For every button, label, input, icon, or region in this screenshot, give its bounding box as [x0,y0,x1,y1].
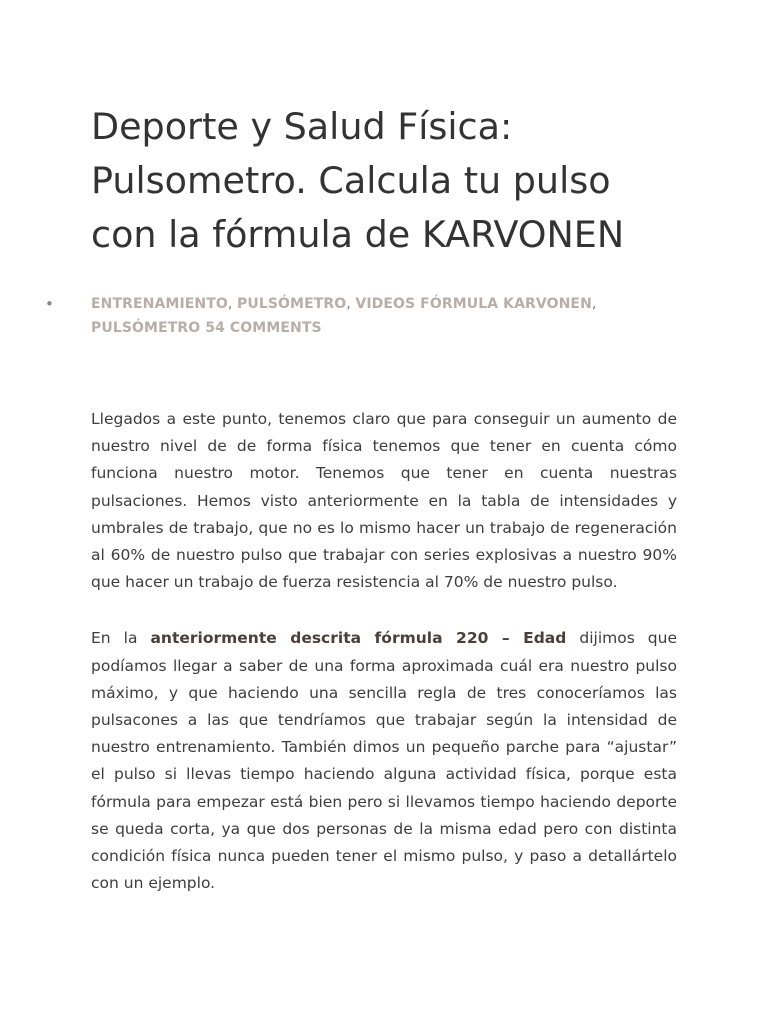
post-meta-item [45,292,677,340]
meta-separator: , [227,296,238,312]
formula-220-link[interactable]: anteriormente descrita fórmula 220 – Edad [150,629,567,648]
paragraph-2-rest: dijimos que podíamos llegar a saber de una forma aproximada cuál era nuestro pulso máximo, y que haciendo una sencilla regla de tres conoceríamos las pulsacones a las que tendríamos que trabajar según la intensidad de nuestro entrenamiento. También dimos un pequeño parche para “ajustar” el pulso si llevas tiempo haciendo alguna actividad física, porque esta fórmula para empezar está bien pero si llevamos tiempo haciendo deporte se queda corta, ya que dos personas de la misma edad pero con distinta condición física nunca pueden tener el mismo pulso, y paso a detallártelo con un ejemplo. [91,629,678,893]
meta-separator: , [591,296,597,312]
post-meta [45,292,677,340]
paragraph-2 [91,625,677,897]
meta-separator: , [346,296,356,312]
paragraph-1: Llegados a este punto, tenemos claro que para conseguir un aumento de nuestro nivel de de forma física tenemos que tener en cuenta cómo funciona nuestro motor. Tenemos que tener en cuenta nuestras pulsaciones. Hemos visto anteriormente en la tabla de intensidades y umbrales de trabajo, que no es lo mismo hacer un trabajo de regeneración al 60% de nuestro pulso que trabajar con series explosivas a nuestro 90% que hacer un trabajo de fuerza resistencia al 70% de nuestro pulso. [91,410,677,592]
category-link-pulsometro[interactable]: PULSÓMETRO [237,296,347,312]
article-title: Deporte y Salud Física: Pulsometro. Calcula tu pulso con la fórmula de KARVONEN [91,105,625,256]
comments-link[interactable]: 54 COMMENTS [205,320,322,336]
category-link-videos-formula-karvonen[interactable]: VIDEOS FÓRMULA KARVONEN [355,296,592,312]
paragraph-2-intro: En la [91,629,151,648]
tag-link-pulsometro[interactable]: PULSÓMETRO [91,320,201,336]
article [45,100,678,926]
category-link-entrenamiento[interactable]: ENTRENAMIENTO [91,296,228,312]
article-body [91,406,677,897]
bullet-icon: • [45,295,54,313]
